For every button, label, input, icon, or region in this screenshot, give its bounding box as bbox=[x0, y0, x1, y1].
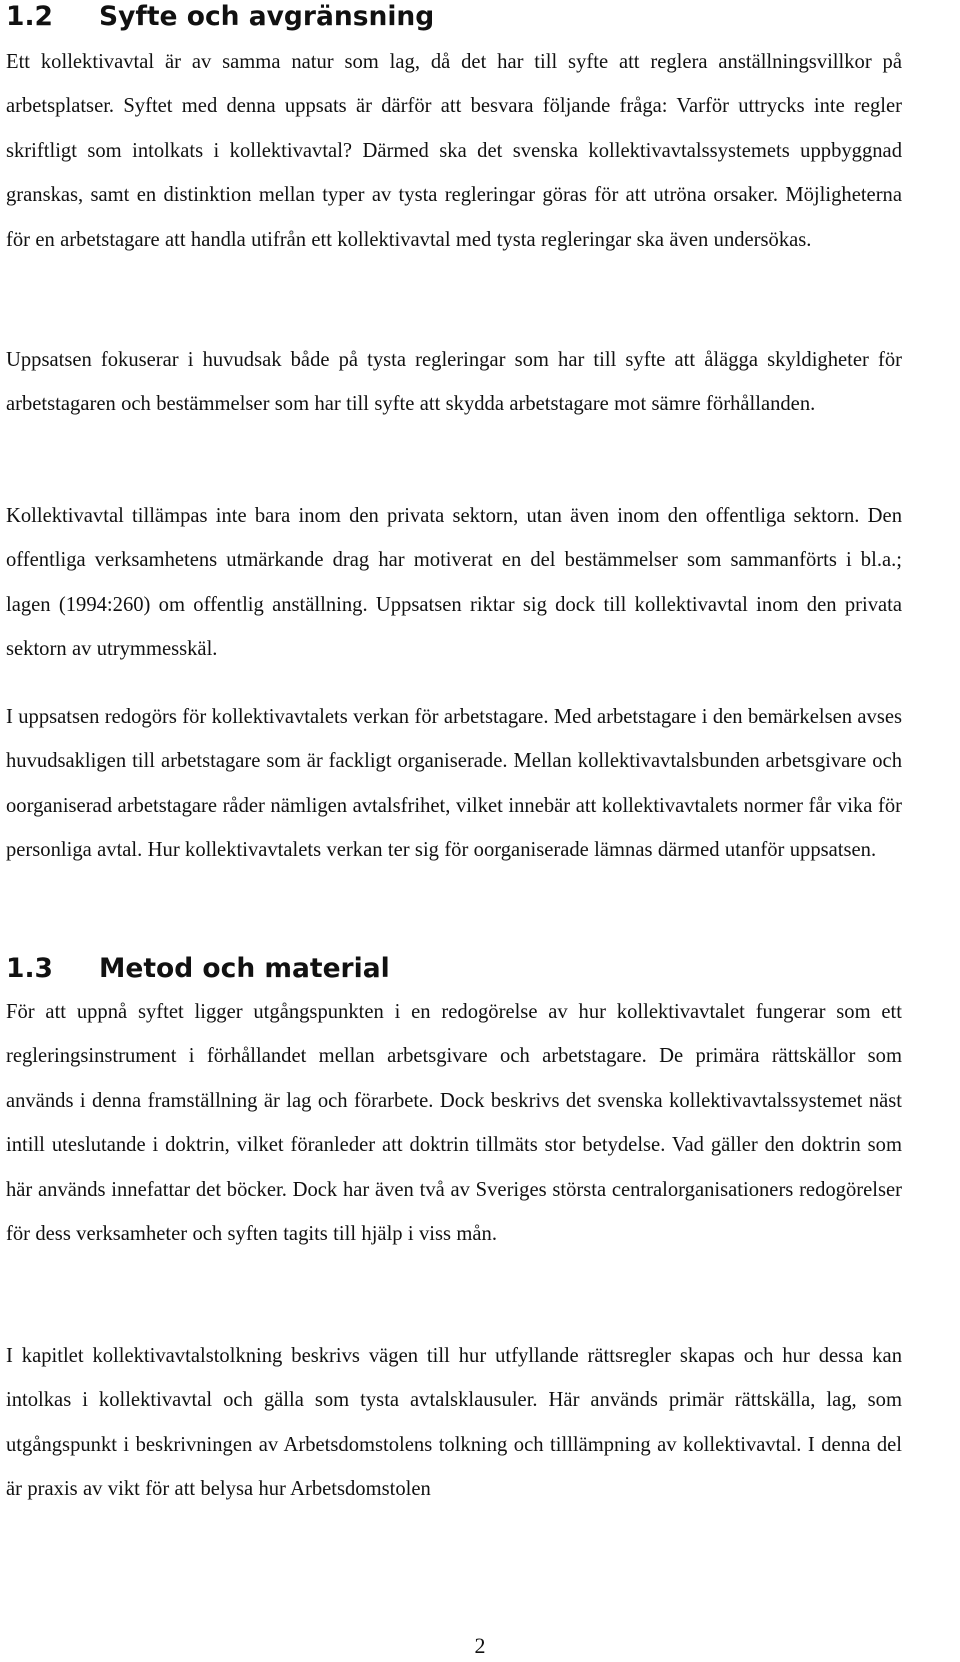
section-heading-1-3 bbox=[6, 954, 390, 984]
paragraph: I kapitlet kollektivavtalstolkning beskrivs vägen till hur utfyllande rättsregler skapas och hur dessa kan intolkas i kollektivavtal och gälla som tysta avtalsklausuler. Här används primär rättskälla, lag, som utgångspunkt i beskrivningen av Arbetsdomstolens tolkning och tilllämpning av kollektivavtal. I denna del är praxis av vikt för att belysa hur Arbetsdomstolen bbox=[6, 1345, 902, 1501]
section-title: Metod och material bbox=[99, 953, 390, 984]
page-number: 2 bbox=[474, 1633, 486, 1658]
section-title: Syfte och avgränsning bbox=[99, 1, 435, 32]
section-heading-1-2 bbox=[6, 2, 434, 32]
paragraph: Ett kollektivavtal är av samma natur som lag, då det har till syfte att reglera anställningsvillkor på arbetsplatser. Syftet med denna uppsats är därför att besvara följande fråga: Varför uttrycks inte regler skriftligt som intolkats i kollektivavtal? Därmed ska det svenska kollektivavtalssystemets uppbyggnad granskas, samt en distinktion mellan typer av tysta regleringar göras för att utröna orsaker. Möjligheterna för en arbetstagare att handla utifrån ett kollektivavtal med tysta regleringar ska även undersökas. bbox=[6, 51, 902, 251]
paragraph: I uppsatsen redogörs för kollektivavtalets verkan för arbetstagare. Med arbetstagare i den bemärkelsen avses huvudsakligen till arbetstagare som är fackligt organiserade. Mellan kollektivavtalsbunden arbetsgivare och oorganiserad arbetstagare råder nämligen avtalsfrihet, vilket innebär att kollektivavtalets normer får vika för personliga avtal. Hur kollektivavtalets verkan ter sig för oorganiserade lämnas därmed utanför uppsatsen. bbox=[6, 706, 902, 862]
paragraph: Uppsatsen fokuserar i huvudsak både på tysta regleringar som har till syfte att ålägga skyldigheter för arbetstagaren och bestämmelser som har till syfte att skydda arbetstagare mot sämre förhållanden. bbox=[6, 349, 902, 416]
paragraph: Kollektivavtal tillämpas inte bara inom den privata sektorn, utan även inom den offentliga sektorn. Den offentliga verksamhetens utmärkande drag har motiverat en del bestämmelser som sammanförts i bl.a.; lagen (1994:260) om offentlig anställning. Uppsatsen riktar sig dock till kollektivavtal inom den privata sektorn av utrymmesskäl. bbox=[6, 505, 902, 661]
paragraph: För att uppnå syftet ligger utgångspunkten i en redogörelse av hur kollektivavtalet fungerar som ett regleringsinstrument i förhållandet mellan arbetsgivare och arbetstagare. De primära rättskällor som används i denna framställning är lag och förarbete. Dock beskrivs det svenska kollektivavtalssystemet näst intill uteslutande i doktrin, vilket föranleder att doktrin tillmäts stor betydelse. Vad gäller den doktrin som här används innefattar det böcker. Dock har även två av Sveriges största centralorganisationers redogörelser för dess verksamheter och syften tagits till hjälp i viss mån. bbox=[6, 1001, 902, 1246]
section-number: 1.2 bbox=[6, 1, 53, 32]
section-number: 1.3 bbox=[6, 953, 53, 984]
